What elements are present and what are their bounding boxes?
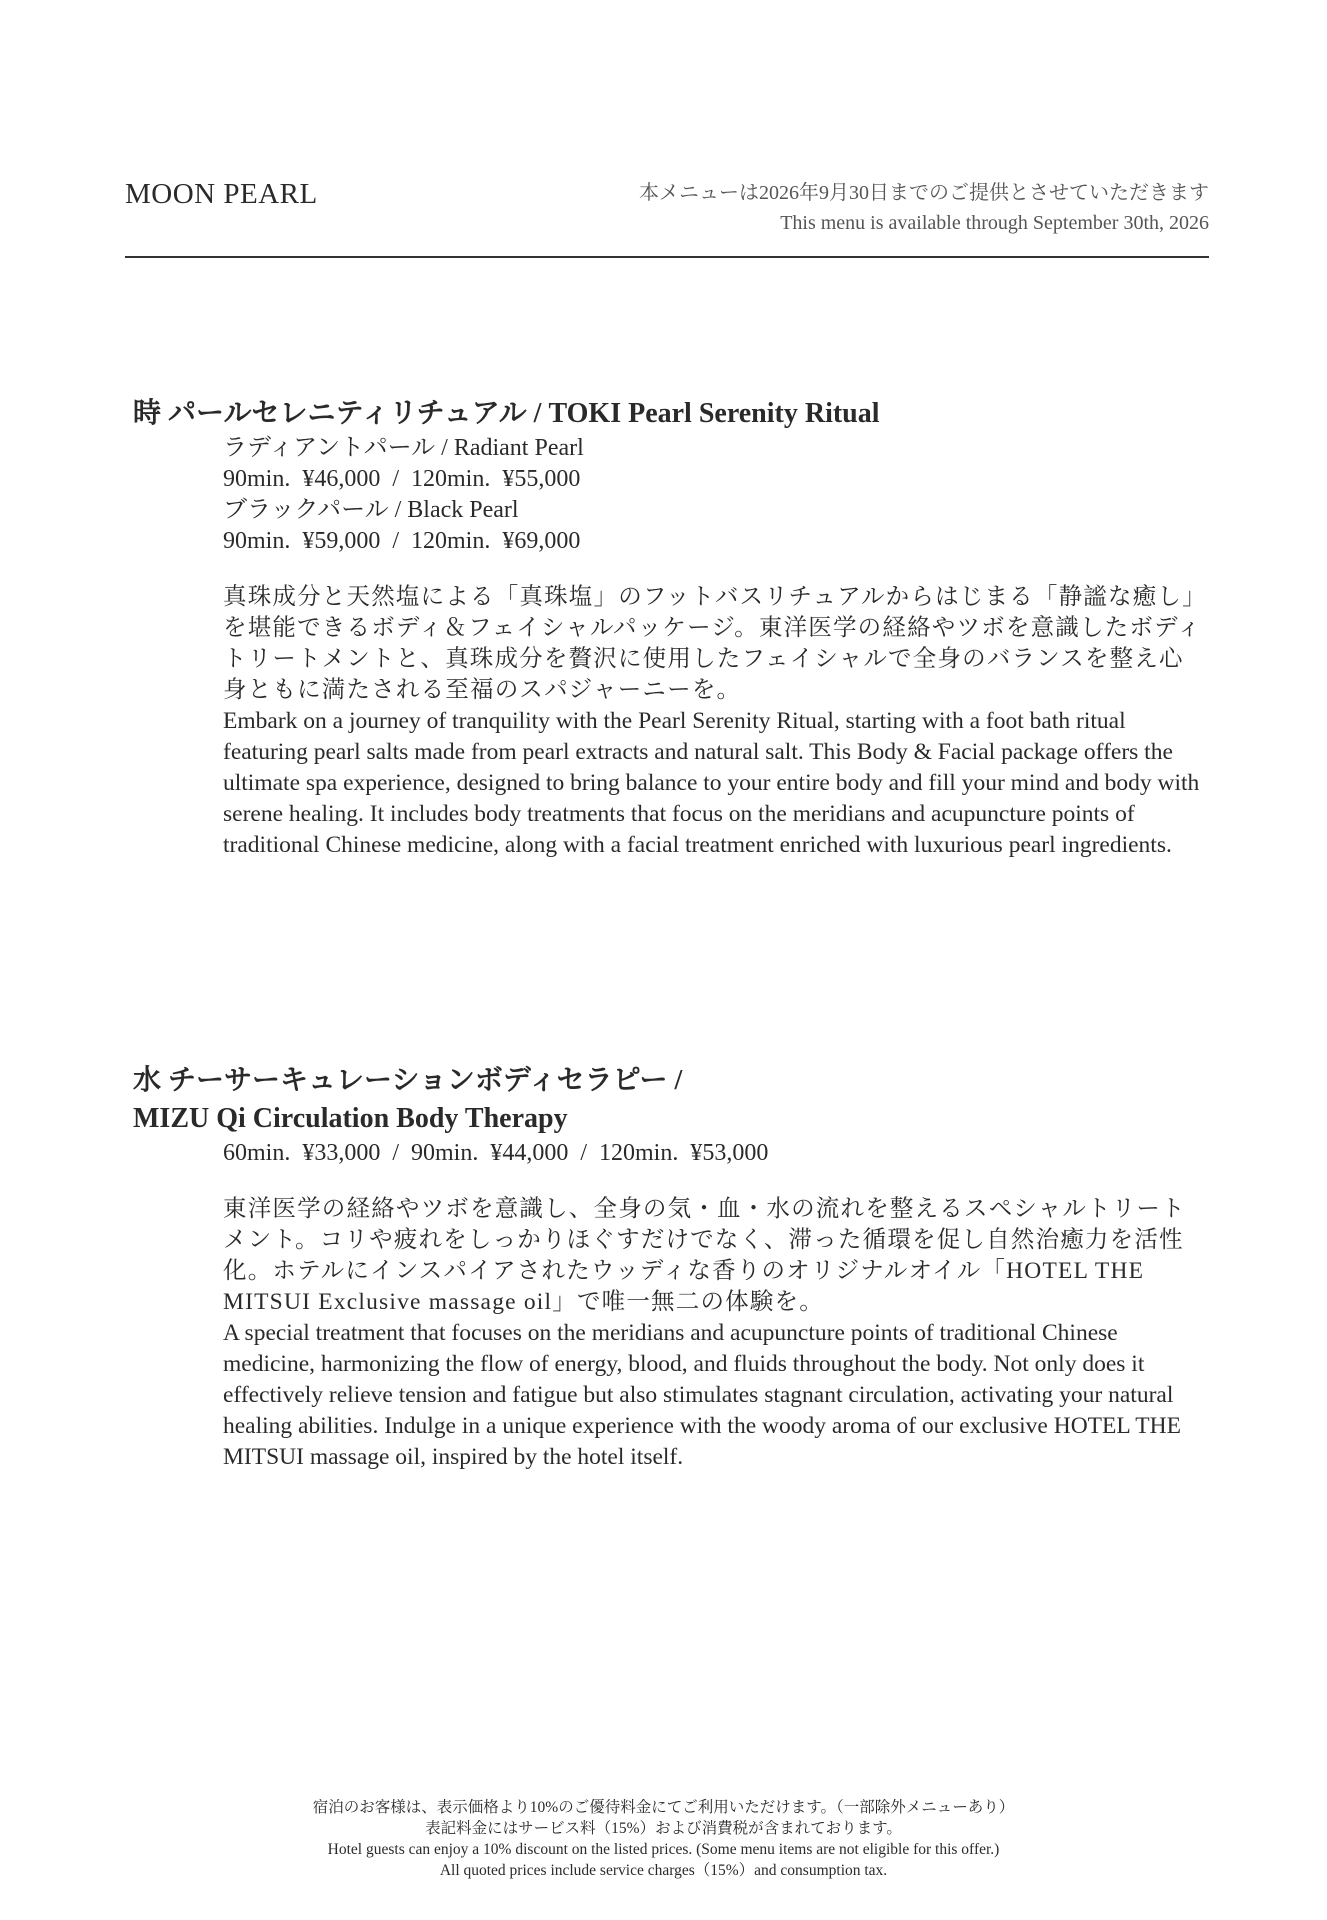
option-prices: 90min. ¥46,000 / 120min. ¥55,000: [223, 466, 581, 492]
option-name: ブラックパール / Black Pearl: [223, 497, 519, 523]
description-ja: 真珠成分と天然塩による「真珠塩」のフットバスリチュアルからはじまる「静謐な癒し」を堪能できるボディ＆フェイシャルパッケージ。東洋医学の経絡やツボを意識したボディトリートメントと、真珠成分を贅沢に使用したフェイシャルで全身のバランスを整え心身ともに満たされる至福のスパジャーニーを。: [223, 584, 1202, 703]
section-title: 時 パールセレニティリチュアル / TOKI Pearl Serenity Ritual: [133, 398, 880, 429]
footer-discount-ja: 宿泊のお客様は、表示価格より10%のご優待料金にてご利用いただけます。（一部除外メニューあり）: [312, 1799, 1015, 1816]
option-prices: 90min. ¥59,000 / 120min. ¥69,000: [223, 528, 581, 554]
footer-tax-en: All quoted prices include service charges（15%）and consumption tax.: [439, 1862, 888, 1879]
price-options: [223, 433, 1213, 557]
price-options: [223, 1138, 1213, 1169]
menu-section-toki: [133, 395, 1213, 861]
description-en: Embark on a journey of tranquility with the Pearl Serenity Ritual, starting with a foot bath ritual featuring pearl salts made from pearl extracts and natural salt. This Body & Facial package offers the ultimate spa experience, designed to bring balance to your entire body and fill your mind and body with serene healing. It includes body treatments that focus on the meridians and acupuncture points of traditional Chinese medicine, along with a facial treatment enriched with luxurious pearl ingredients.: [223, 708, 1200, 858]
option-prices: 60min. ¥33,000 / 90min. ¥44,000 / 120min. ¥53,000: [223, 1140, 769, 1166]
option-name: ラディアントパール / Radiant Pearl: [223, 435, 584, 461]
availability-notice-en: This menu is available through September 30th, 2026: [780, 212, 1209, 234]
availability-notice: [639, 178, 1209, 238]
footer-discount-en: Hotel guests can enjoy a 10% discount on the listed prices. (Some menu items are not eligible for this offer.): [327, 1841, 1000, 1858]
description-ja: 東洋医学の経絡やツボを意識し、全身の気・血・水の流れを整えるスペシャルトリートメント。コリや疲れをしっかりほぐすだけでなく、滞った循環を促し自然治癒力を活性化。ホテルにインスパイアされたウッディな香りのオリジナルオイル「HOTEL THE MITSUI Exclusive massage oil」で唯一無二の体験を。: [223, 1196, 1186, 1315]
description-en: A special treatment that focuses on the meridians and acupuncture points of traditional Chinese medicine, harmonizing the flow of energy, blood, and fluids throughout the body. Not only does it effectively relieve tension and fatigue but also stimulates stagnant circulation, activating your natural healing abilities. Indulge in a unique experience with the woody aroma of our exclusive HOTEL THE MITSUI massage oil, inspired by the hotel itself.: [223, 1320, 1181, 1470]
section-title-line1: 水 チーサーキュレーションボディセラピー /: [133, 1065, 683, 1096]
section-title-line2: MIZU Qi Circulation Body Therapy: [133, 1103, 568, 1134]
availability-notice-ja: 本メニューは2026年9月30日までのご提供とさせていただきます: [639, 182, 1209, 204]
brand-title: MOON PEARL: [125, 178, 318, 210]
header-divider: [125, 256, 1209, 258]
footer-tax-ja: 表記料金にはサービス料（15%）および消費税が含まれております。: [425, 1820, 902, 1837]
footer-notes: [0, 1797, 1327, 1881]
menu-section-mizu: [133, 1062, 1213, 1473]
section-description: [223, 1194, 1205, 1473]
section-description: [223, 582, 1205, 861]
